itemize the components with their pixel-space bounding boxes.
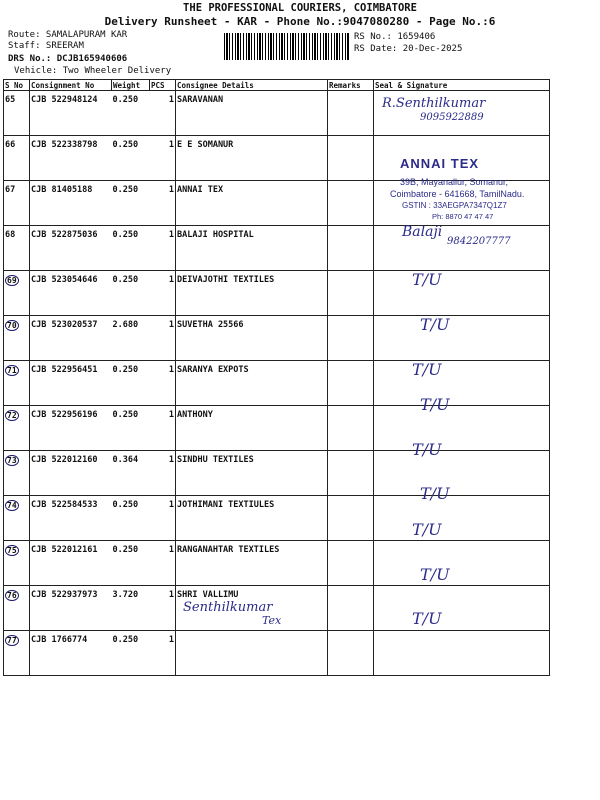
- row-consignment: CJB 522875036: [31, 230, 98, 240]
- row-sno: 77: [7, 636, 17, 645]
- row-weight: 0.250: [112, 140, 139, 150]
- row-signature: [374, 271, 550, 316]
- row-consignment: CJB 522937973: [31, 590, 98, 600]
- col-sno: S No: [4, 80, 30, 91]
- phone-68: 9842207777: [447, 236, 511, 247]
- row-consignment: CJB 523054646: [31, 275, 98, 285]
- row-pcs: 1: [168, 500, 174, 510]
- row-signature: [374, 451, 550, 496]
- row-consignment: CJB 523020537: [31, 320, 98, 330]
- signature-65: R.Senthilkumar: [382, 96, 486, 111]
- table-row: [4, 406, 550, 451]
- row-weight: 0.250: [112, 545, 139, 555]
- consignee-handwritten-77-tex: Tex: [262, 614, 282, 627]
- row-consignment: CJB 522584533: [31, 500, 98, 510]
- rs-number: RS No.: 1659406: [354, 32, 436, 42]
- row-sno: 75: [7, 546, 17, 555]
- row-remarks: [328, 496, 374, 541]
- row-weight: 0.250: [112, 500, 139, 510]
- table-row: [4, 496, 550, 541]
- row-signature: [374, 541, 550, 586]
- row-remarks: [328, 181, 374, 226]
- row-pcs: 1: [168, 545, 174, 555]
- row-sno: 74: [7, 501, 17, 510]
- tu-mark: T/U: [412, 270, 442, 290]
- row-sno: 69: [7, 276, 17, 285]
- row-remarks: [328, 136, 374, 181]
- row-consignee: SUVETHA 25566: [177, 320, 244, 330]
- row-remarks: [328, 271, 374, 316]
- row-remarks: [328, 406, 374, 451]
- table-row: [4, 316, 550, 361]
- tu-mark: T/U: [412, 520, 442, 539]
- row-weight: 2.680: [112, 320, 139, 330]
- rs-date: RS Date: 20-Dec-2025: [354, 44, 463, 54]
- barcode: [224, 33, 349, 60]
- row-consignee: SARANYA EXPOTS: [177, 365, 249, 375]
- staff-label: Staff: SREERAM: [8, 41, 84, 51]
- tu-mark: T/U: [420, 564, 450, 584]
- row-pcs: 1: [168, 635, 174, 645]
- row-pcs: 1: [168, 95, 174, 105]
- row-weight: 0.250: [112, 365, 139, 375]
- row-consignee: ANNAI TEX: [177, 185, 224, 195]
- table-row: [4, 226, 550, 271]
- signature-68: Balaji: [402, 224, 443, 240]
- row-sno: 66: [5, 140, 16, 150]
- stamp-phone: Ph: 8870 47 47 47: [432, 212, 494, 221]
- row-consignment: CJB 522338798: [31, 140, 98, 150]
- row-signature: [374, 406, 550, 451]
- tu-mark: T/U: [412, 439, 442, 459]
- row-consignee: SARAVANAN: [177, 95, 224, 105]
- row-pcs: 1: [168, 320, 174, 330]
- row-sno: 73: [7, 456, 17, 465]
- col-weight: Weight: [112, 80, 150, 91]
- row-consignee: SHRI VALLIMU: [177, 590, 239, 600]
- row-consignee: E E SOMANUR: [177, 140, 234, 150]
- row-signature: [374, 586, 550, 631]
- annai-tex-stamp: [388, 150, 548, 220]
- row-sno: 70: [7, 321, 17, 330]
- row-remarks: [328, 316, 374, 361]
- row-weight: 0.250: [112, 185, 139, 195]
- row-remarks: [328, 91, 374, 136]
- row-weight: 0.250: [112, 95, 139, 105]
- table-row: [4, 541, 550, 586]
- company-title: THE PROFESSIONAL COURIERS, COIMBATORE: [183, 2, 417, 14]
- row-sno: 72: [7, 411, 17, 420]
- row-pcs: 1: [168, 410, 174, 420]
- row-sno: 68: [5, 230, 16, 240]
- table-row: [4, 631, 550, 676]
- col-signature: Seal & Signature: [374, 80, 550, 91]
- row-consignee: JOTHIMANI TEXTIULES: [177, 500, 275, 510]
- runsheet-subtitle: Delivery Runsheet - KAR - Phone No.:9047080280 - Page No.:6: [104, 15, 496, 28]
- row-sno: 71: [7, 366, 17, 375]
- row-sno: 65: [5, 95, 16, 105]
- row-weight: 0.250: [112, 230, 139, 240]
- row-pcs: 1: [168, 455, 174, 465]
- row-remarks: [328, 226, 374, 271]
- row-remarks: [328, 451, 374, 496]
- row-weight: 0.250: [112, 410, 139, 420]
- row-consignment: CJB 1766774: [31, 635, 88, 645]
- row-sno: 67: [5, 185, 16, 195]
- col-remarks: Remarks: [328, 80, 374, 91]
- table-row: [4, 361, 550, 406]
- row-consignee: DEIVAJOTHI TEXTILES: [177, 275, 275, 285]
- row-sno: 76: [7, 591, 17, 600]
- row-pcs: 1: [168, 275, 174, 285]
- row-weight: 0.250: [112, 275, 139, 285]
- drs-label: DRS No.: DCJB165940606: [8, 54, 128, 64]
- tu-mark: T/U: [420, 395, 450, 415]
- row-consignee: BALAJI HOSPITAL: [177, 230, 254, 240]
- col-consignee: Consignee Details: [176, 80, 328, 91]
- phone-65: 9095922889: [420, 112, 484, 123]
- table-row: [4, 451, 550, 496]
- row-weight: 0.364: [112, 455, 139, 465]
- row-weight: 3.720: [112, 590, 139, 600]
- tu-mark: T/U: [412, 359, 442, 379]
- table-header-row: [4, 80, 550, 91]
- row-weight: 0.250: [112, 635, 139, 645]
- stamp-line1: 39B, Mayanallur, Somanur,: [400, 177, 509, 187]
- row-signature: [374, 226, 550, 271]
- tu-mark: T/U: [420, 315, 450, 334]
- row-consignment: CJB 522956451: [31, 365, 98, 375]
- row-signature: [374, 496, 550, 541]
- stamp-gstin: GSTIN : 33AEGPA7347Q1Z7: [402, 201, 507, 210]
- row-consignment: CJB 522012160: [31, 455, 98, 465]
- col-pcs: PCS: [150, 80, 176, 91]
- consignee-handwritten-77: Senthilkumar: [183, 600, 273, 615]
- row-remarks: [328, 361, 374, 406]
- row-signature: [374, 631, 550, 676]
- row-consignment: CJB 522948124: [31, 95, 98, 105]
- row-pcs: 1: [168, 230, 174, 240]
- tu-mark: T/U: [420, 484, 450, 504]
- row-consignment: CJB 522956196: [31, 410, 98, 420]
- row-remarks: [328, 586, 374, 631]
- col-consignment: Consignment No: [30, 80, 112, 91]
- row-pcs: 1: [168, 365, 174, 375]
- row-remarks: [328, 541, 374, 586]
- stamp-line2: Coimbatore - 641668, TamilNadu.: [390, 189, 525, 199]
- row-remarks: [328, 631, 374, 676]
- tu-mark: T/U: [412, 609, 442, 629]
- row-pcs: 1: [168, 590, 174, 600]
- table-row: [4, 271, 550, 316]
- vehicle-label: Vehicle: Two Wheeler Delivery: [14, 66, 172, 76]
- stamp-name: ANNAI TEX: [400, 156, 480, 171]
- row-consignment: CJB 81405188: [31, 185, 93, 195]
- row-pcs: 1: [168, 140, 174, 150]
- row-consignee: ANTHONY: [177, 410, 213, 420]
- row-consignee: SINDHU TEXTILES: [177, 455, 254, 465]
- row-consignment: CJB 522012161: [31, 545, 98, 555]
- row-signature: [374, 361, 550, 406]
- row-consignee: RANGANAHTAR TEXTILES: [177, 545, 280, 555]
- row-signature: [374, 316, 550, 361]
- route-label: Route: SAMALAPURAM KAR: [8, 30, 128, 40]
- row-pcs: 1: [168, 185, 174, 195]
